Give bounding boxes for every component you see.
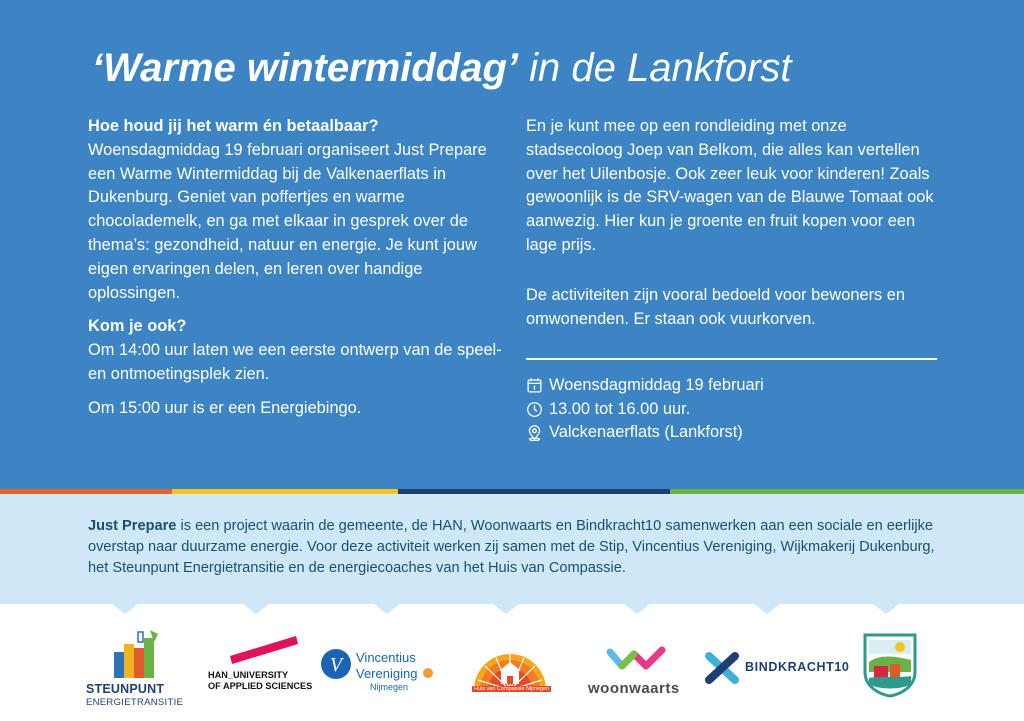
title-emphasis: ‘Warme wintermiddag’ xyxy=(92,46,519,90)
vincentius-line2: Vereniging xyxy=(356,666,418,681)
location-text: Valckenaerflats (Lankforst) xyxy=(549,423,743,441)
bindkracht-mark-icon xyxy=(705,652,741,684)
vincentius-line1: Vincentius xyxy=(356,650,416,665)
compassie-label: Huis van Compassie Nijmegen xyxy=(474,686,550,692)
intro-paragraph: Woensdagmiddag 19 februari organiseert Just Prepare een Warme Wintermiddag bij de Valkenaerflats in Dukenburg. Geniet van poffertjes en warme chocolademelk, en ga met elkaar in gesprek over de thema’s: gezondheid, natuur en energie. Je kunt jouw eigen ervaringen delen, en leren over handige oplossingen. xyxy=(88,140,487,302)
logo-woonwaarts xyxy=(588,646,698,706)
shield-emblem-icon xyxy=(862,632,918,698)
energiebingo-paragraph: Om 15:00 uur is er een Energiebingo. xyxy=(88,398,362,417)
partner-logos xyxy=(0,616,1024,721)
bindkracht-name: BINDKRACHT10 xyxy=(745,660,850,674)
audience-paragraph: De activiteiten zijn vooral bedoeld voor bewoners en omwonenden. Er staan ook vuurkorven. xyxy=(526,285,906,328)
logo-han xyxy=(208,634,313,714)
project-name: Just Prepare xyxy=(88,518,177,534)
vincentius-mark-icon xyxy=(320,648,352,680)
logo-vincentius xyxy=(320,638,430,698)
han-line2: OF APPLIED SCIENCES xyxy=(208,681,313,691)
steunpunt-sub: ENERGIETRANSITIE xyxy=(86,697,184,708)
left-column xyxy=(88,115,508,421)
page-title xyxy=(92,44,792,92)
logo-bindkracht10 xyxy=(705,652,850,692)
steunpunt-mark-icon xyxy=(110,628,162,680)
clock-icon xyxy=(526,401,543,418)
steunpunt-name: STEUNPUNT xyxy=(86,682,165,696)
date-text: Woensdagmiddag 19 februari xyxy=(549,376,764,394)
date-row xyxy=(526,374,764,398)
project-description xyxy=(88,516,948,579)
time-row xyxy=(526,398,764,422)
band-notches xyxy=(0,604,1024,616)
svg-text:V: V xyxy=(329,654,343,676)
vincentius-line3: Nijmegen xyxy=(370,682,409,692)
han-bar-icon xyxy=(228,634,300,666)
tour-paragraph: En je kunt mee op een rondleiding met onze stadsecoloog Joep van Belkom, die alles kan vertellen over het Uilenbosje. Ook zeer leuk voor kinderen! Zoals gewoonlijk is de SRV-wagen van de Blauwe Tomaat ook aanwezig. Hier kun je groente en fruit kopen voor een lage prijs. xyxy=(526,117,934,254)
location-row xyxy=(526,421,764,445)
vincentius-dot xyxy=(423,668,433,678)
han-line1: HAN_UNIVERSITY xyxy=(208,670,289,680)
title-rest: in de Lankforst xyxy=(518,46,792,90)
logo-huis-van-compassie xyxy=(470,636,550,696)
divider-line xyxy=(526,358,937,360)
woonwaarts-mark-icon xyxy=(606,646,668,672)
right-column xyxy=(526,115,946,331)
heading-come-along: Kom je ook? xyxy=(88,317,187,336)
time-text: 13.00 tot 16.00 uur. xyxy=(549,399,691,418)
design-reveal-paragraph: Om 14:00 uur laten we een eerste ontwerp van de speel- en ontmoetingsplek zien. xyxy=(88,341,502,383)
calendar-icon xyxy=(526,377,543,394)
event-details xyxy=(526,374,764,445)
woonwaarts-name: woonwaarts xyxy=(588,680,680,697)
logo-shield xyxy=(862,632,918,698)
heading-warm-affordable: Hoe houd jij het warm én betaalbaar? xyxy=(88,117,379,135)
project-text: is een project waarin de gemeente, de HAN, Woonwaarts en Bindkracht10 samenwerken aan een sociale en eerlijke overstap naar duurzame energie. Voor deze activiteit werken zij samen met de Stip, Vincentius Vereniging, Wijkmakerij Dukenburg, het Steunpunt Energietransitie en de energiecoaches van het Huis van Compassie. xyxy=(88,518,935,576)
logo-steunpunt xyxy=(86,626,186,716)
location-pin-icon xyxy=(526,424,543,441)
